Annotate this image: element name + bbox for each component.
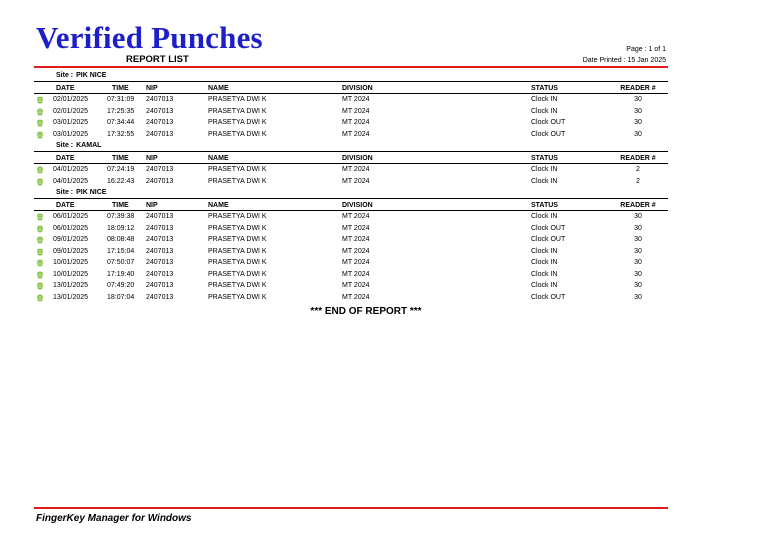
cell-status: Clock IN xyxy=(531,213,558,220)
site-caption: Site : xyxy=(56,189,74,196)
cell-reader: 30 xyxy=(634,213,642,220)
cell-division: MT 2024 xyxy=(342,130,370,138)
cell-nip: 2407013 xyxy=(146,247,174,255)
cell-time: 17:25:35 xyxy=(107,107,135,115)
fingerprint-icon xyxy=(36,119,44,127)
cell-division: MT 2024 xyxy=(342,213,370,220)
fingerprint-icon xyxy=(36,96,44,104)
table-row xyxy=(34,117,668,129)
cell-division: MT 2024 xyxy=(342,166,370,173)
cell-time: 18:07:04 xyxy=(107,293,135,301)
column-header-reader: READER # xyxy=(620,202,656,209)
cell-time: 18:09:12 xyxy=(107,224,135,232)
column-header-division: DIVISION xyxy=(342,202,373,209)
cell-reader: 30 xyxy=(634,130,642,138)
cell-status: Clock IN xyxy=(531,177,558,185)
cell-name: PRASETYA DWI K xyxy=(208,130,267,138)
column-header-status: STATUS xyxy=(531,155,558,162)
cell-reader: 2 xyxy=(636,166,640,173)
cell-reader: 30 xyxy=(634,270,642,278)
cell-name: PRASETYA DWI K xyxy=(208,270,267,278)
cell-status: Clock OUT xyxy=(531,236,566,243)
table-row xyxy=(34,280,668,292)
cell-name: PRASETYA DWI K xyxy=(208,177,267,185)
fingerprint-icon xyxy=(36,108,44,116)
column-header-status: STATUS xyxy=(531,85,558,92)
cell-division: MT 2024 xyxy=(342,107,370,115)
table-row xyxy=(34,234,668,246)
cell-time: 07:34:44 xyxy=(107,119,135,126)
cell-name: PRASETYA DWI K xyxy=(208,107,267,115)
site-label xyxy=(34,187,668,198)
site-label xyxy=(34,70,668,81)
cell-reader: 30 xyxy=(634,259,642,266)
cell-time: 07:39:38 xyxy=(107,213,135,220)
cell-nip: 2407013 xyxy=(146,130,174,138)
cell-name: PRASETYA DWI K xyxy=(208,236,267,243)
cell-time: 07:50:07 xyxy=(107,259,135,266)
cell-date: 09/01/2025 xyxy=(53,247,89,255)
cell-date: 10/01/2025 xyxy=(53,270,89,278)
cell-nip: 2407013 xyxy=(146,107,174,115)
header-rule xyxy=(34,66,668,68)
column-header-row xyxy=(34,198,668,211)
cell-name: PRASETYA DWI K xyxy=(208,213,267,220)
column-header-date: DATE xyxy=(56,155,75,162)
cell-status: Clock IN xyxy=(531,96,558,103)
cell-date: 13/01/2025 xyxy=(53,282,89,289)
cell-date: 06/01/2025 xyxy=(53,213,89,220)
table-row xyxy=(34,269,668,281)
footer-rule xyxy=(34,507,668,509)
table-row xyxy=(34,176,668,188)
cell-reader: 30 xyxy=(634,107,642,115)
column-header-name: NAME xyxy=(208,202,229,209)
cell-division: MT 2024 xyxy=(342,224,370,232)
cell-name: PRASETYA DWI K xyxy=(208,247,267,255)
cell-nip: 2407013 xyxy=(146,236,174,243)
table-row xyxy=(34,106,668,118)
cell-division: MT 2024 xyxy=(342,177,370,185)
table-row xyxy=(34,292,668,304)
footer-text: FingerKey Manager for Windows xyxy=(36,513,192,524)
column-header-nip: NIP xyxy=(146,85,158,92)
column-header-date: DATE xyxy=(56,85,75,92)
cell-nip: 2407013 xyxy=(146,166,174,173)
cell-division: MT 2024 xyxy=(342,96,370,103)
column-header-name: NAME xyxy=(208,85,229,92)
cell-division: MT 2024 xyxy=(342,293,370,301)
cell-time: 07:49:20 xyxy=(107,282,135,289)
cell-status: Clock IN xyxy=(531,107,558,115)
cell-status: Clock IN xyxy=(531,166,558,173)
cell-time: 17:32:55 xyxy=(107,130,135,138)
cell-time: 08:08:48 xyxy=(107,236,135,243)
column-header-time: TIME xyxy=(112,202,129,209)
cell-date: 02/01/2025 xyxy=(53,96,89,103)
cell-reader: 2 xyxy=(636,177,640,185)
column-header-time: TIME xyxy=(112,85,129,92)
cell-date: 04/01/2025 xyxy=(53,177,89,185)
cell-division: MT 2024 xyxy=(342,247,370,255)
site-caption: Site : xyxy=(56,142,74,149)
column-header-division: DIVISION xyxy=(342,155,373,162)
cell-reader: 30 xyxy=(634,236,642,243)
table-row xyxy=(34,223,668,235)
cell-date: 02/01/2025 xyxy=(53,107,89,115)
column-header-reader: READER # xyxy=(620,85,656,92)
column-header-status: STATUS xyxy=(531,202,558,209)
fingerprint-icon xyxy=(36,259,44,267)
cell-reader: 30 xyxy=(634,96,642,103)
column-header-row xyxy=(34,81,668,94)
cell-reader: 30 xyxy=(634,224,642,232)
date-printed: Date Printed : 15 Jan 2025 xyxy=(582,57,666,64)
cell-date: 10/01/2025 xyxy=(53,259,89,266)
column-header-reader: READER # xyxy=(620,155,656,162)
fingerprint-icon xyxy=(36,282,44,290)
table-row xyxy=(34,257,668,269)
cell-date: 13/01/2025 xyxy=(53,293,89,301)
cell-reader: 30 xyxy=(634,293,642,301)
cell-date: 03/01/2025 xyxy=(53,130,89,138)
cell-status: Clock OUT xyxy=(531,119,566,126)
cell-nip: 2407013 xyxy=(146,177,174,185)
cell-nip: 2407013 xyxy=(146,270,174,278)
cell-name: PRASETYA DWI K xyxy=(208,293,267,301)
column-header-date: DATE xyxy=(56,202,75,209)
cell-reader: 30 xyxy=(634,119,642,126)
table-row xyxy=(34,94,668,106)
cell-time: 16:22:43 xyxy=(107,177,135,185)
cell-name: PRASETYA DWI K xyxy=(208,282,267,289)
fingerprint-icon xyxy=(36,225,44,233)
cell-nip: 2407013 xyxy=(146,119,174,126)
page-number: Page : 1 of 1 xyxy=(626,46,666,53)
cell-nip: 2407013 xyxy=(146,259,174,266)
cell-reader: 30 xyxy=(634,282,642,289)
report-body xyxy=(34,70,668,317)
fingerprint-icon xyxy=(36,248,44,256)
table-row xyxy=(34,129,668,141)
column-header-time: TIME xyxy=(112,155,129,162)
site-label xyxy=(34,140,668,151)
cell-date: 03/01/2025 xyxy=(53,119,89,126)
fingerprint-icon xyxy=(36,213,44,221)
cell-name: PRASETYA DWI K xyxy=(208,224,267,232)
cell-status: Clock IN xyxy=(531,247,558,255)
cell-name: PRASETYA DWI K xyxy=(208,119,267,126)
cell-time: 07:24:19 xyxy=(107,166,135,173)
column-header-name: NAME xyxy=(208,155,229,162)
column-header-nip: NIP xyxy=(146,202,158,209)
fingerprint-icon xyxy=(36,294,44,302)
report-subtitle: REPORT LIST xyxy=(126,54,189,65)
table-row xyxy=(34,164,668,176)
column-header-nip: NIP xyxy=(146,155,158,162)
cell-reader: 30 xyxy=(634,247,642,255)
cell-status: Clock OUT xyxy=(531,293,566,301)
cell-nip: 2407013 xyxy=(146,293,174,301)
cell-status: Clock OUT xyxy=(531,224,566,232)
column-header-division: DIVISION xyxy=(342,85,373,92)
fingerprint-icon xyxy=(36,236,44,244)
site-name: PIK NICE xyxy=(76,189,107,196)
cell-division: MT 2024 xyxy=(342,259,370,266)
fingerprint-icon xyxy=(36,131,44,139)
cell-date: 04/01/2025 xyxy=(53,166,89,173)
cell-nip: 2407013 xyxy=(146,96,174,103)
cell-time: 17:19:40 xyxy=(107,270,135,278)
end-of-report: *** END OF REPORT *** xyxy=(310,306,422,317)
table-row xyxy=(34,246,668,258)
cell-division: MT 2024 xyxy=(342,236,370,243)
column-header-row xyxy=(34,151,668,164)
fingerprint-icon xyxy=(36,271,44,279)
cell-nip: 2407013 xyxy=(146,213,174,220)
cell-division: MT 2024 xyxy=(342,119,370,126)
table-row xyxy=(34,211,668,223)
cell-date: 06/01/2025 xyxy=(53,224,89,232)
cell-status: Clock IN xyxy=(531,270,558,278)
site-caption: Site : xyxy=(56,72,74,79)
cell-date: 09/01/2025 xyxy=(53,236,89,243)
cell-status: Clock OUT xyxy=(531,130,566,138)
cell-time: 07:31:09 xyxy=(107,96,135,103)
cell-division: MT 2024 xyxy=(342,282,370,289)
site-name: PIK NICE xyxy=(76,72,107,79)
site-name: KAMAL xyxy=(76,142,102,149)
fingerprint-icon xyxy=(36,166,44,174)
cell-name: PRASETYA DWI K xyxy=(208,259,267,266)
cell-time: 17:15:04 xyxy=(107,247,135,255)
cell-name: PRASETYA DWI K xyxy=(208,96,267,103)
cell-status: Clock IN xyxy=(531,282,558,289)
cell-name: PRASETYA DWI K xyxy=(208,166,267,173)
cell-division: MT 2024 xyxy=(342,270,370,278)
cell-nip: 2407013 xyxy=(146,282,174,289)
cell-nip: 2407013 xyxy=(146,224,174,232)
report-title: Verified Punches xyxy=(36,20,263,55)
cell-status: Clock IN xyxy=(531,259,558,266)
fingerprint-icon xyxy=(36,178,44,186)
print-meta xyxy=(583,44,666,66)
